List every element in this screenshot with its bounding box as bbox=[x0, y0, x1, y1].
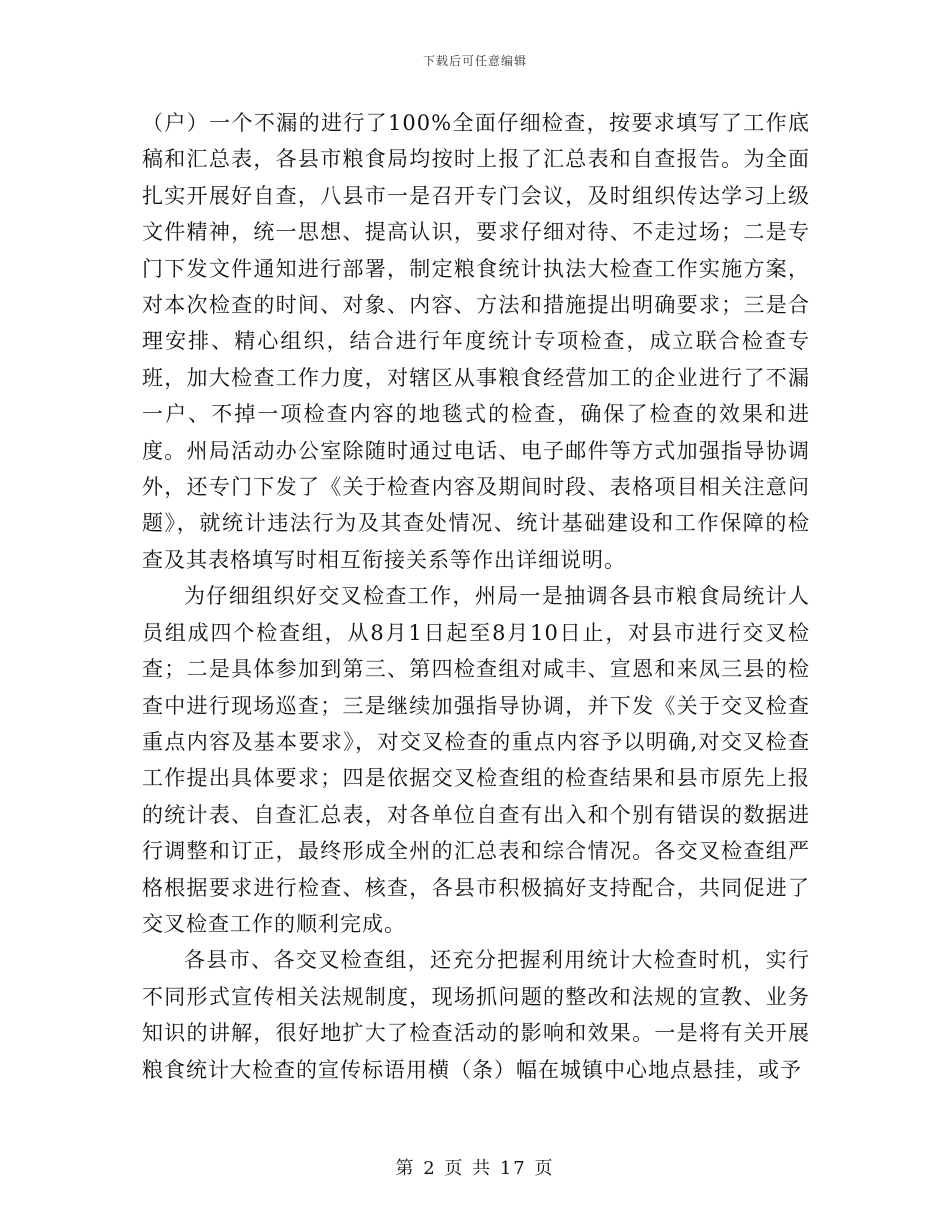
paragraph-cross-inspection: 为仔细组织好交叉检查工作，州局一是抽调各县市粮食局统计人员组成四个检查组，从8月1日起至8月10日止，对县市进行交叉检查；二是具体参加到第三、第四检查组对咸丰、宣恩和来凤三县的检查中进行现场巡查；三是继续加强指导协调，并下发《关于交叉检查重点内容及基本要求》，对交叉检查的重点内容予以明确,对交叉检查工作提出具体要求；四是依据交叉检查组的检查结果和县市原先上报的统计表、自查汇总表，对各单位自查有出入和个别有错误的数据进行调整和订正，最终形成全州的汇总表和综合情况。各交叉检查组严格根据要求进行检查、核查，各县市积极搞好支持配合，共同促进了交叉检查工作的顺利完成。 bbox=[142, 584, 810, 936]
document-body bbox=[142, 105, 810, 1088]
paragraph-continuation: （户）一个不漏的进行了100%全面仔细检查，按要求填写了工作底稿和汇总表，各县市粮食局均按时上报了汇总表和自查报告。为全面扎实开展好自查，八县市一是召开专门会议，及时组织传达学习上级文件精神，统一思想、提高认识，要求仔细对待、不走过场；二是专门下发文件通知进行部署，制定粮食统计执法大检查工作实施方案，对本次检查的时间、对象、内容、方法和措施提出明确要求；三是合理安排、精心组织，结合进行年度统计专项检查，成立联合检查专班，加大检查工作力度，对辖区从事粮食经营加工的企业进行了不漏一户、不掉一项检查内容的地毯式的检查，确保了检查的效果和进度。州局活动办公室除随时通过电话、电子邮件等方式加强指导协调外，还专门下发了《关于检查内容及期间时段、表格项目相关注意问题》，就统计违法行为及其查处情况、统计基础建设和工作保障的检查及其表格填写时相互衔接关系等作出详细说明。 bbox=[142, 111, 810, 572]
page-number: 第 2 页 共 17 页 bbox=[395, 1158, 555, 1179]
page-header-note: 下载后可任意编辑 bbox=[422, 54, 527, 68]
paragraph-publicity: 各县市、各交叉检查组，还充分把握利用统计大检查时机，实行不同形式宣传相关法规制度，现场抓问题的整改和法规的宣教、业务知识的讲解，很好地扩大了检查活动的影响和效果。一是将有关开展粮食统计大检查的宣传标语用横（条）幅在城镇中心地点悬挂，或予 bbox=[142, 948, 810, 1082]
